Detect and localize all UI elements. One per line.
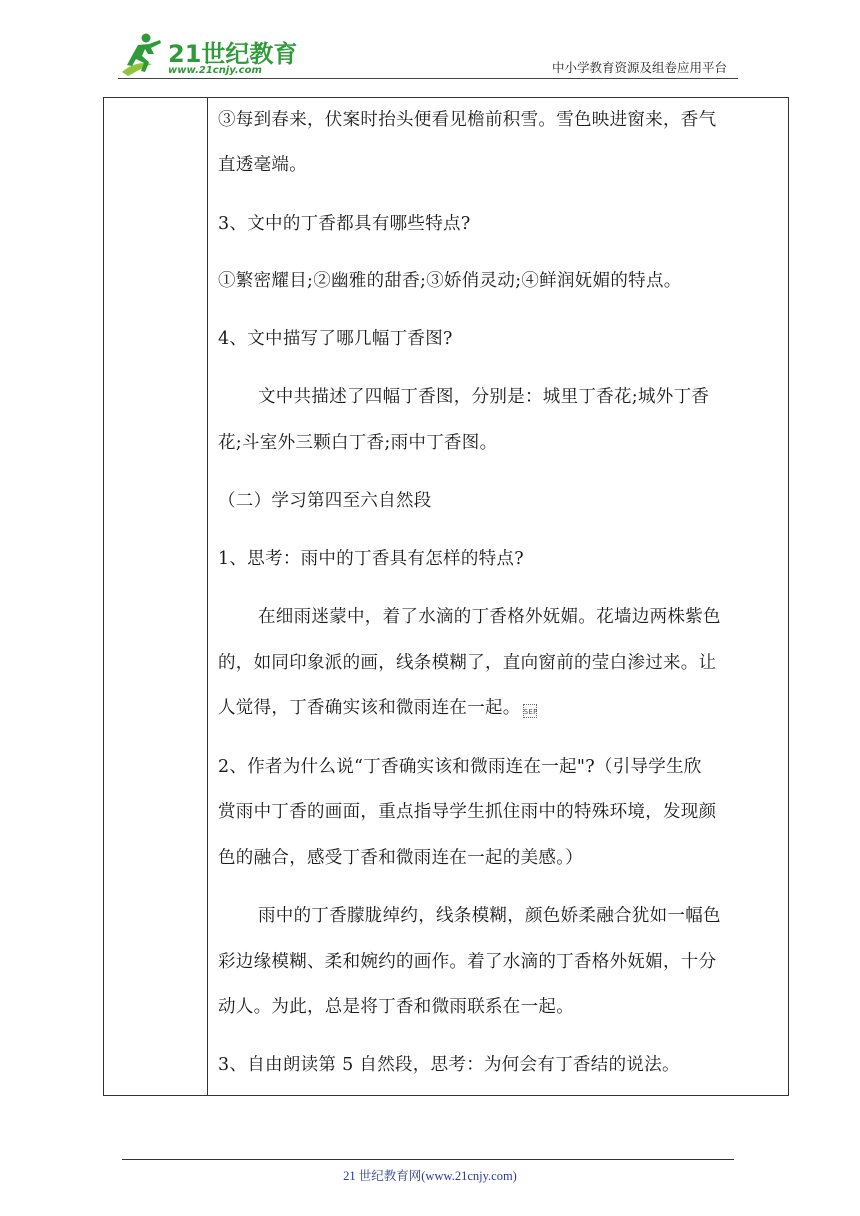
running-figure-icon (118, 32, 168, 78)
text-line: 的，如同印象派的画，线条模糊了，直向窗前的莹白渗过来。让 (218, 653, 717, 673)
section-heading: （二）学习第四至六自然段 (218, 491, 432, 511)
page-header (0, 0, 860, 90)
text-line: 色的融合，感受丁香和微雨连在一起的美感。） (218, 848, 584, 868)
question-3b: 3、自由朗读第 5 自然段，思考：为何会有丁香结的说法。 (218, 1055, 680, 1075)
text-line: 花;斗室外三颗白丁香;雨中丁香图。 (218, 433, 498, 453)
table-column-divider (207, 97, 208, 1096)
site-logo (118, 32, 298, 82)
text-line: 直透毫端。 (218, 155, 307, 175)
question-4: 4、文中描写了哪几幅丁香图? (218, 329, 453, 349)
question-3: 3、文中的丁香都具有哪些特点? (218, 214, 471, 234)
text-span: 人觉得，丁香确实该和微雨连在一起。 (218, 698, 521, 718)
question-1: 1、思考：雨中的丁香具有怎样的特点? (218, 549, 524, 569)
footer-text: 21 世纪教育网(www.21cnjy.com) (343, 1169, 517, 1183)
answer-3: ①繁密耀目;②幽雅的甜香;③娇俏灵动;④鲜润妩媚的特点。 (218, 271, 682, 291)
text-line: 动人。为此，总是将丁香和微雨联系在一起。 (218, 997, 574, 1017)
text-line: 文中共描述了四幅丁香图，分别是：城里丁香花;城外丁香 (258, 387, 710, 407)
text-line: 赏雨中丁香的画面，重点指导学生抓住雨中的特殊环境，发现颜 (218, 802, 717, 822)
text-line: 在细雨迷蒙中，着了水滴的丁香格外妩媚。花墙边两株紫色 (258, 607, 721, 627)
logo-url: www.21cnjy.com (168, 65, 262, 76)
lesson-table (103, 97, 789, 1096)
placeholder-mark-icon: SEP (523, 704, 537, 718)
logo-wordmark: 21世纪教育 (168, 40, 298, 68)
footer-divider (122, 1159, 734, 1160)
header-divider (118, 78, 738, 79)
question-2: 2、作者为什么说“丁香确实该和微雨连在一起"?（引导学生欣 (218, 757, 702, 777)
text-line: 雨中的丁香朦胧绰约，线条模糊，颜色娇柔融合犹如一幅色 (258, 906, 721, 926)
platform-title: 中小学教育资源及组卷应用平台 (552, 60, 728, 75)
text-line-with-mark (218, 700, 784, 718)
text-line: 彩边缘模糊、柔和婉约的画作。着了水滴的丁香格外妩媚，十分 (218, 952, 717, 972)
text-line: ③每到春来，伏案时抬头便看见檐前积雪。雪色映进窗来，香气 (218, 110, 717, 130)
